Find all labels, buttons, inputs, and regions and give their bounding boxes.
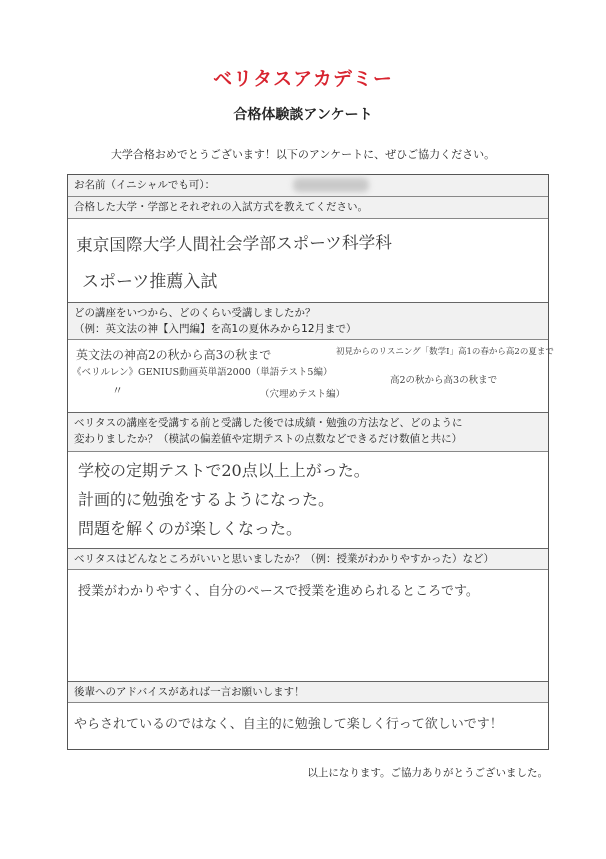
change-answer-line1: 学校の定期テストで20点以上上がった。 [78,461,370,480]
university-question: 合格した大学・学部とそれぞれの入試方式を教えてください。 [68,197,548,219]
university-section [68,197,548,309]
change-question-line2: 変わりましたか？（模試の偏差値や定期テストの点数などできるだけ数値と共に） [74,433,463,445]
courses-section [68,302,554,412]
advice-answer: やらされているのではなく、自主的に勉強して楽しく行って欲しいです！ [74,717,503,732]
page-title: 合格体験談アンケート [233,107,373,123]
change-answer-line2: 計画的に勉強をするようになった。 [78,490,335,509]
courses-question [68,302,548,340]
courses-answer-line1: 英文法の神高2の秋から高3の秋まで [76,348,272,362]
footer-thanks: 以上になります。ご協力ありがとうございました。 [307,767,548,779]
change-question-line1: ベリタスの講座を受講する前と受講した後では成績・勉強の方法など、どのように [74,417,463,429]
name-label-text: お名前（イニシャルでも可）： [74,179,216,191]
good-points-section [68,548,548,678]
university-answer-line2: スポーツ推薦入試 [82,272,218,292]
courses-answer-line2: 《ベリルレン》GENIUS動画英単語2000（単語テスト5編） [72,367,333,378]
change-answer-line3: 問題を解くのが楽しくなった。 [78,519,303,538]
courses-answer-right2: 高2の秋から高3の秋まで [390,375,498,386]
intro-text: 大学合格おめでとうございます！以下のアンケートに、ぜひご協力ください。 [110,148,496,161]
courses-answer-line3: 〃 [112,384,123,397]
change-section [68,412,548,552]
redacted-name [293,178,369,192]
change-question [68,412,548,452]
courses-question-line1: どの講座をいつから、どのくらい受講しましたか？ [74,307,316,319]
courses-answer-line4: （穴埋めテスト編） [260,389,346,400]
courses-question-line2: （例：英文法の神【入門編】を高1の夏休みから12月まで） [74,323,357,335]
university-answer-line1: 東京国際大学人間社会学部スポーツ科学科 [75,233,392,256]
courses-answer-right1: 初見からのリスニング「数学Ⅰ」高1の春から高2の夏まで [336,347,554,357]
advice-question: 後輩へのアドバイスがあれば一言お願いします！ [68,681,548,703]
good-points-answer: 授業がわかりやすく、自分のペースで授業を進められるところです。 [78,584,479,599]
name-section [68,175,548,197]
advice-section [68,681,548,749]
survey-form [67,174,554,750]
good-points-question: ベリタスはどんなところがいいと思いましたか？（例：授業がわかりやすかった）など） [68,548,548,570]
brand-logo: ベリタスアカデミー [213,68,393,90]
